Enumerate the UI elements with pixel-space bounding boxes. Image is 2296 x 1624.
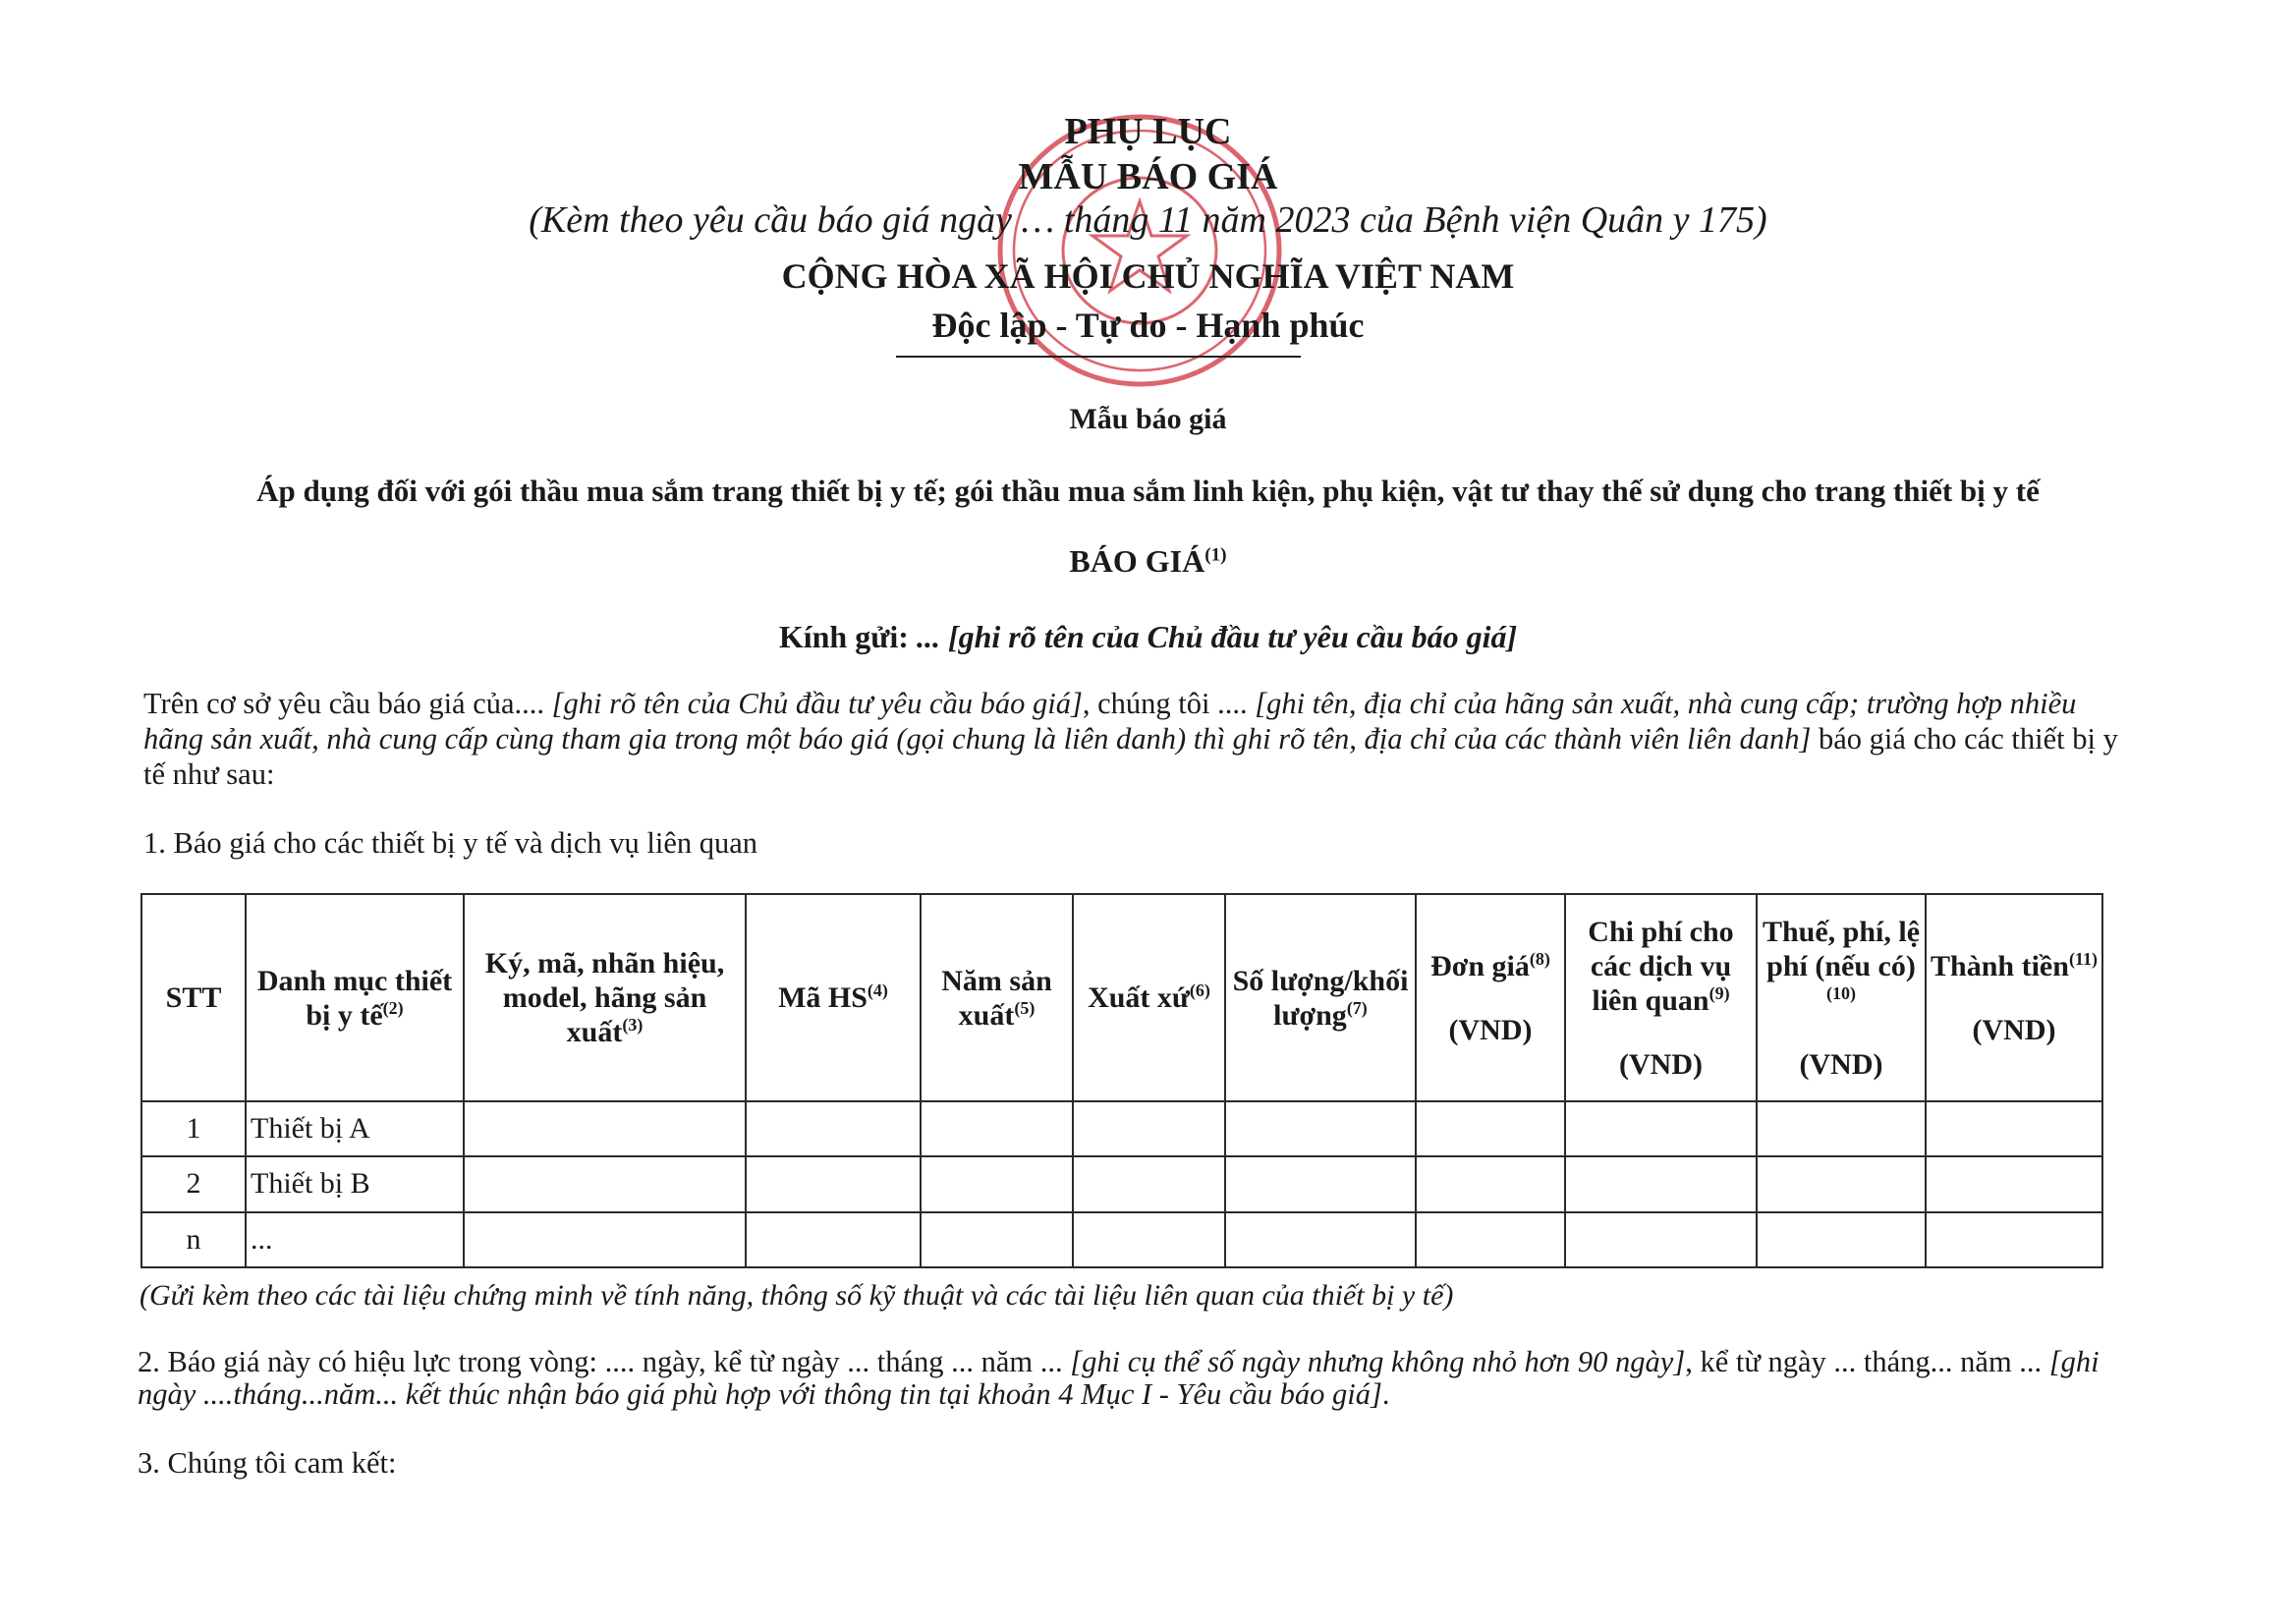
motto-underline <box>896 356 1301 358</box>
col-header-model-label: Ký, mã, nhãn hiệu, model, hãng sản xuất <box>484 947 725 1048</box>
table-header-row <box>141 894 2102 1101</box>
row-stt: 2 <box>141 1156 246 1211</box>
col-header-unit-price <box>1416 894 1565 1101</box>
table-cell <box>1757 1101 1926 1156</box>
table-cell <box>746 1212 921 1267</box>
quotation-heading-ref: (1) <box>1204 544 1227 566</box>
table-row <box>141 1212 2102 1267</box>
scope-statement: Áp dụng đối với gói thầu mua sắm trang thiết bị y tế; gói thầu mua sắm linh kiện, phụ kiện, vật tư thay thế sử dụng cho trang thiết bị y tế <box>256 474 2040 508</box>
quotation-table <box>140 893 2103 1268</box>
validity-text-b: [ghi cụ thể số ngày nhưng không nhỏ hơn 90 ngày] <box>1070 1345 1686 1378</box>
row-item: Thiết bị B <box>246 1156 464 1211</box>
table-cell <box>1926 1101 2102 1156</box>
form-title: MẪU BÁO GIÁ <box>1018 156 1278 197</box>
col-header-item-label: Danh mục thiết bị y tế <box>256 964 453 1032</box>
table-cell <box>1225 1156 1416 1211</box>
table-cell <box>1565 1212 1757 1267</box>
col-header-origin <box>1073 894 1225 1101</box>
col-header-item-ref: (2) <box>382 997 404 1018</box>
quotation-heading-text: BÁO GIÁ <box>1069 543 1205 579</box>
col-header-services-unit: (VND) <box>1619 1047 1703 1081</box>
col-header-item <box>246 894 464 1101</box>
col-header-year <box>921 894 1073 1101</box>
intro-paragraph <box>143 686 2118 792</box>
commitment-heading: 3. Chúng tôi cam kết: <box>138 1446 397 1480</box>
col-header-origin-label: Xuất xứ <box>1088 981 1190 1014</box>
col-header-model-ref: (3) <box>622 1015 644 1035</box>
col-header-year-ref: (5) <box>1014 997 1036 1018</box>
col-header-stt-label: STT <box>165 981 222 1014</box>
table-cell <box>1225 1212 1416 1267</box>
table-cell <box>746 1101 921 1156</box>
quotation-heading <box>0 543 2296 580</box>
col-header-model <box>464 894 746 1101</box>
table-cell <box>1926 1212 2102 1267</box>
table-cell <box>464 1156 746 1211</box>
validity-text-e: . <box>1381 1377 1390 1411</box>
attachment-note: (Gửi kèm theo các tài liệu chứng minh về tính năng, thông số kỹ thuật và các tài liệu liên quan của thiết bị y tế) <box>140 1279 1454 1312</box>
validity-text-d: [ghi ngày ....tháng...năm... kết thúc nhận báo giá phù hợp với thông tin tại khoản 4 Mục I - Yêu cầu báo giá] <box>138 1345 2100 1411</box>
country-name: CỘNG HÒA XÃ HỘI CHỦ NGHĨA VIỆT NAM <box>781 256 1515 296</box>
table-cell <box>1416 1212 1565 1267</box>
table-row <box>141 1156 2102 1211</box>
form-label: Mẫu báo giá <box>1069 403 1227 435</box>
col-header-year-label: Năm sản xuất <box>941 964 1052 1032</box>
table-cell <box>1073 1101 1225 1156</box>
col-header-services-label: Chi phí cho các dịch vụ liên quan <box>1588 915 1734 1017</box>
table-cell <box>1926 1156 2102 1211</box>
col-header-origin-ref: (6) <box>1189 980 1210 1000</box>
col-header-total-label: Thành tiền <box>1931 949 2069 982</box>
national-motto: Độc lập - Tự do - Hạnh phúc <box>931 306 1365 345</box>
table-cell <box>1225 1101 1416 1156</box>
col-header-tax-ref: (10) <box>1826 982 1856 1003</box>
validity-paragraph <box>138 1346 2122 1411</box>
intro-text-e: báo giá cho các thiết bị y tế như sau: <box>143 722 2118 791</box>
intro-text-c: , chúng tôi .... <box>1082 687 1248 720</box>
col-header-total-unit: (VND) <box>1972 1013 2056 1046</box>
col-header-unit-price-label: Đơn giá <box>1430 949 1530 982</box>
table-cell <box>464 1101 746 1156</box>
row-stt: n <box>141 1212 246 1267</box>
col-header-tax-label: Thuế, phí, lệ phí (nếu có) <box>1762 915 1921 982</box>
col-header-hs-code-ref: (4) <box>867 980 888 1000</box>
table-cell <box>1757 1212 1926 1267</box>
validity-text-c: , kể từ ngày ... tháng... năm ... <box>1685 1345 2043 1378</box>
col-header-services <box>1565 894 1757 1101</box>
col-header-unit-price-ref: (8) <box>1529 948 1550 969</box>
row-item: Thiết bị A <box>246 1101 464 1156</box>
addressee-line <box>0 619 2296 655</box>
attached-note: (Kèm theo yêu cầu báo giá ngày … tháng 11 năm 2023 của Bệnh viện Quân y 175) <box>529 199 1767 241</box>
table-cell <box>921 1156 1073 1211</box>
col-header-tax-unit: (VND) <box>1799 1047 1883 1081</box>
col-header-total <box>1926 894 2102 1101</box>
table-cell <box>464 1212 746 1267</box>
col-header-quantity-label: Số lượng/khối lượng <box>1232 964 1409 1032</box>
table-cell <box>1416 1156 1565 1211</box>
row-item: ... <box>246 1212 464 1267</box>
table-row <box>141 1101 2102 1156</box>
validity-text-a: 2. Báo giá này có hiệu lực trong vòng: .... ngày, kể từ ngày ... tháng ... năm ... <box>138 1345 1063 1378</box>
col-header-quantity-ref: (7) <box>1346 997 1368 1018</box>
col-header-hs-code <box>746 894 921 1101</box>
addressee-value: ... [ghi rõ tên của Chủ đầu tư yêu cầu báo giá] <box>916 619 1518 654</box>
table-cell <box>921 1212 1073 1267</box>
col-header-total-ref: (11) <box>2068 948 2098 969</box>
table-cell <box>1757 1156 1926 1211</box>
intro-text-d: [ghi tên, địa chỉ của hãng sản xuất, nhà cung cấp; trường hợp nhiều hãng sản xuất, nhà cung cấp cùng tham gia trong một báo giá (gọi chung là liên danh) thì ghi rõ tên, địa chỉ của các thành viên liên danh] <box>143 687 2077 756</box>
col-header-unit-price-unit: (VND) <box>1448 1013 1533 1046</box>
col-header-quantity <box>1225 894 1416 1101</box>
intro-text-a: Trên cơ sở yêu cầu báo giá của.... <box>143 687 545 720</box>
section-1-heading: 1. Báo giá cho các thiết bị y tế và dịch vụ liên quan <box>143 826 758 860</box>
table-cell <box>1073 1156 1225 1211</box>
intro-text-b: [ghi rõ tên của Chủ đầu tư yêu cầu báo giá] <box>551 687 1083 720</box>
table-cell <box>1073 1212 1225 1267</box>
row-stt: 1 <box>141 1101 246 1156</box>
addressee-label: Kính gửi: <box>778 619 909 654</box>
col-header-services-ref: (9) <box>1708 982 1730 1003</box>
appendix-title: PHỤ LỤC <box>1064 111 1232 152</box>
table-cell <box>1416 1101 1565 1156</box>
table-cell <box>921 1101 1073 1156</box>
table-cell <box>746 1156 921 1211</box>
col-header-stt <box>141 894 246 1101</box>
col-header-hs-code-label: Mã HS <box>778 981 868 1014</box>
table-cell <box>1565 1101 1757 1156</box>
col-header-tax <box>1757 894 1926 1101</box>
table-cell <box>1565 1156 1757 1211</box>
